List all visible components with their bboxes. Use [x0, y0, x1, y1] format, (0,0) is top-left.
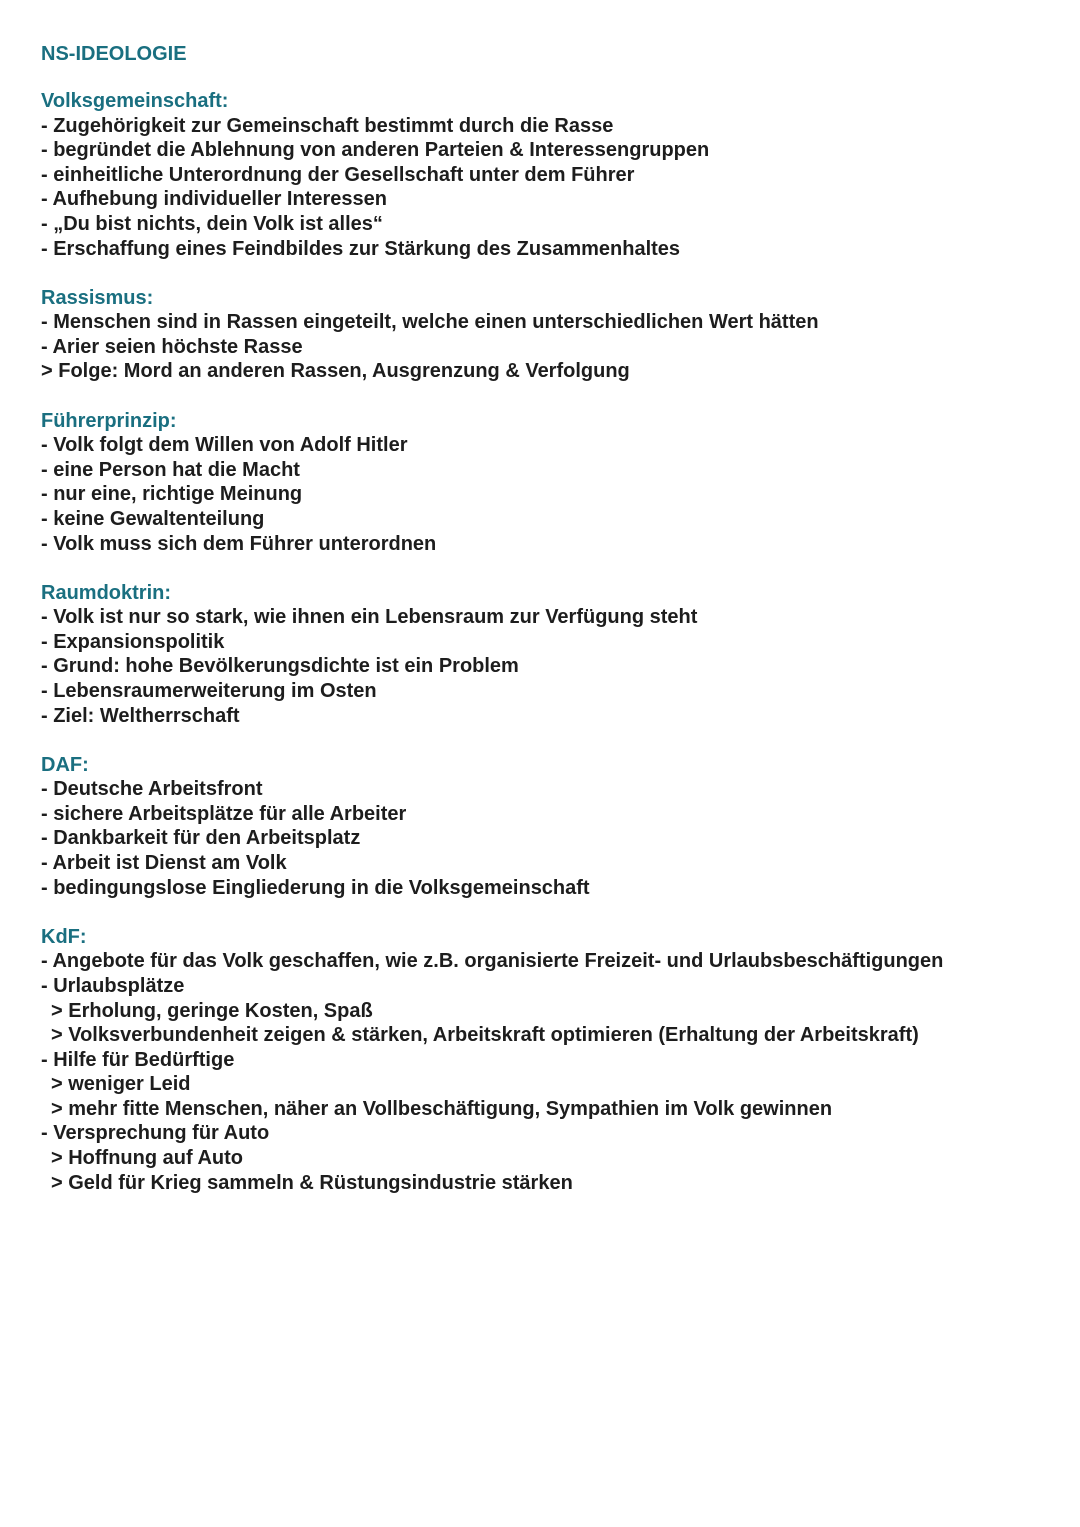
list-item: - Hilfe für Bedürftige: [41, 1048, 235, 1071]
list-item: - Erschaffung eines Feindbildes zur Stärkung des Zusammenhaltes: [41, 237, 681, 260]
section-4: [41, 753, 1080, 901]
list-item: - keine Gewaltenteilung: [41, 507, 265, 530]
list-item: - Lebensraumerweiterung im Osten: [41, 679, 377, 702]
section-heading: Rassismus:: [41, 286, 154, 309]
sections-container: [41, 89, 1080, 1195]
document-title: NS-IDEOLOGIE: [41, 43, 187, 65]
list-item: - Dankbarkeit für den Arbeitsplatz: [41, 827, 361, 850]
list-item: - Volk muss sich dem Führer unterordnen: [41, 532, 437, 555]
list-item: - Zugehörigkeit zur Gemeinschaft bestimmt durch die Rasse: [41, 114, 614, 137]
section-2: [41, 409, 1080, 557]
consequence-item: > Hoffnung auf Auto: [51, 1147, 243, 1170]
consequence-item: > Folge: Mord an anderen Rassen, Ausgrenzung & Verfolgung: [41, 360, 630, 383]
section-1: [41, 286, 1080, 384]
list-item: - Aufhebung individueller Interessen: [41, 188, 387, 211]
list-item: - Arbeit ist Dienst am Volk: [41, 852, 287, 875]
consequence-item: > Volksverbundenheit zeigen & stärken, Arbeitskraft optimieren (Erhaltung der Arbeitskraft): [51, 1024, 919, 1047]
section-heading: Volksgemeinschaft:: [41, 90, 229, 112]
list-item: - eine Person hat die Macht: [41, 458, 300, 481]
list-item: - nur eine, richtige Meinung: [41, 483, 303, 506]
list-item: - sichere Arbeitsplätze für alle Arbeiter: [41, 802, 407, 825]
list-item: - Expansionspolitik: [41, 630, 225, 653]
list-item: - Volk folgt dem Willen von Adolf Hitler: [41, 434, 408, 457]
list-item: - Menschen sind in Rassen eingeteilt, welche einen unterschiedlichen Wert hätten: [41, 311, 819, 334]
list-item: - einheitliche Unterordnung der Gesellschaft unter dem Führer: [41, 163, 635, 186]
section-0: [41, 89, 1080, 261]
list-item: - Grund: hohe Bevölkerungsdichte ist ein Problem: [41, 655, 519, 678]
section-heading: Führerprinzip:: [41, 409, 177, 432]
list-item: - Deutsche Arbeitsfront: [41, 778, 263, 801]
section-list: [41, 949, 1080, 1195]
consequence-item: > Geld für Krieg sammeln & Rüstungsindustrie stärken: [51, 1171, 573, 1194]
section-5: [41, 925, 1080, 1196]
section-list: [41, 310, 1080, 384]
section-heading: KdF:: [41, 925, 87, 948]
list-item: - Urlaubsplätze: [41, 974, 185, 997]
list-item: - Angebote für das Volk geschaffen, wie z.B. organisierte Freizeit- und Urlaubsbeschäftigungen: [41, 950, 944, 973]
list-item: - bedingungslose Eingliederung in die Volksgemeinschaft: [41, 876, 590, 899]
section-list: [41, 605, 1080, 728]
section-list: [41, 114, 1080, 262]
list-item: - Arier seien höchste Rasse: [41, 335, 303, 358]
list-item: - „Du bist nichts, dein Volk ist alles“: [41, 212, 383, 235]
list-item: - Versprechung für Auto: [41, 1122, 270, 1145]
consequence-item: > Erholung, geringe Kosten, Spaß: [51, 999, 373, 1022]
list-item: - Ziel: Weltherrschaft: [41, 704, 240, 727]
consequence-item: > weniger Leid: [51, 1073, 191, 1096]
section-heading: DAF:: [41, 753, 89, 776]
list-item: - Volk ist nur so stark, wie ihnen ein Lebensraum zur Verfügung steht: [41, 606, 698, 629]
section-list: [41, 777, 1080, 900]
section-list: [41, 433, 1080, 556]
section-heading: Raumdoktrin:: [41, 581, 171, 604]
section-3: [41, 581, 1080, 729]
consequence-item: > mehr fitte Menschen, näher an Vollbeschäftigung, Sympathien im Volk gewinnen: [51, 1097, 833, 1120]
list-item: - begründet die Ablehnung von anderen Parteien & Interessengruppen: [41, 139, 710, 162]
